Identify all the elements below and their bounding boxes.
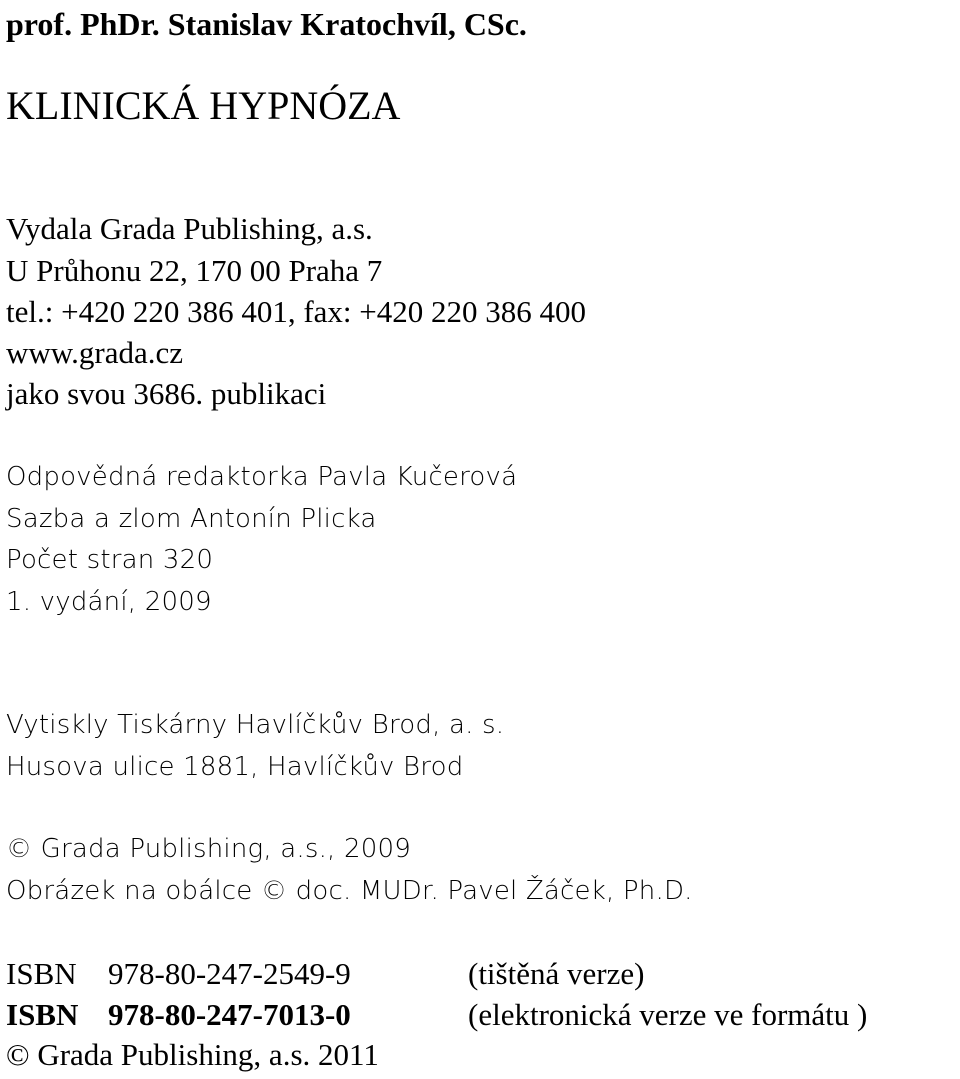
copyright-line (6, 836, 411, 862)
publisher-website: www.grada.cz (6, 335, 184, 370)
isbn-print-label: ISBN (6, 956, 77, 991)
page-count: Počet stran 320 (6, 545, 214, 575)
copyright-icon: © (260, 876, 288, 906)
copyright-icon: © (6, 834, 33, 864)
edition-info: 1. vydání, 2009 (6, 587, 212, 617)
publication-number: jako svou 3686. publikaci (6, 376, 327, 411)
author-name: prof. PhDr. Stanislav Kratochvíl, CSc. (6, 6, 527, 42)
isbn-print-number: 978-80-247-2549-9 (108, 956, 351, 991)
cover-credit-author: doc. MUDr. Pavel Žáček, Ph.D. (295, 876, 693, 906)
typesetting-credit: Sazba a zlom Antonín Plicka (6, 504, 377, 534)
cover-credit-prefix: Obrázek na obálce (6, 876, 253, 906)
final-copyright-line (6, 1039, 379, 1070)
copyright-text: Grada Publishing, a.s., 2009 (40, 834, 411, 864)
copyright-icon: © (6, 1037, 30, 1072)
isbn-ebook-label: ISBN (6, 997, 79, 1032)
book-title: KLINICKÁ HYPNÓZA (6, 83, 401, 128)
isbn-print-note: (tištěná verze) (468, 956, 645, 991)
printer-name: Vytiskly Tiskárny Havlíčkův Brod, a. s. (6, 710, 505, 740)
cover-image-credit (6, 878, 693, 904)
isbn-ebook-note: (elektronická verze ve formátu ) (468, 997, 868, 1032)
publisher-phone-fax: tel.: +420 220 386 401, fax: +420 220 386 400 (6, 294, 587, 329)
isbn-ebook-number: 978-80-247-7013-0 (108, 997, 351, 1032)
publisher-line: Vydala Grada Publishing, a.s. (6, 211, 373, 246)
final-copyright-text: Grada Publishing, a.s. 2011 (37, 1037, 379, 1072)
publisher-address: U Průhonu 22, 170 00 Praha 7 (6, 253, 383, 288)
printer-address: Husova ulice 1881, Havlíčkův Brod (6, 752, 464, 782)
editor-credit: Odpovědná redaktorka Pavla Kučerová (6, 462, 518, 492)
